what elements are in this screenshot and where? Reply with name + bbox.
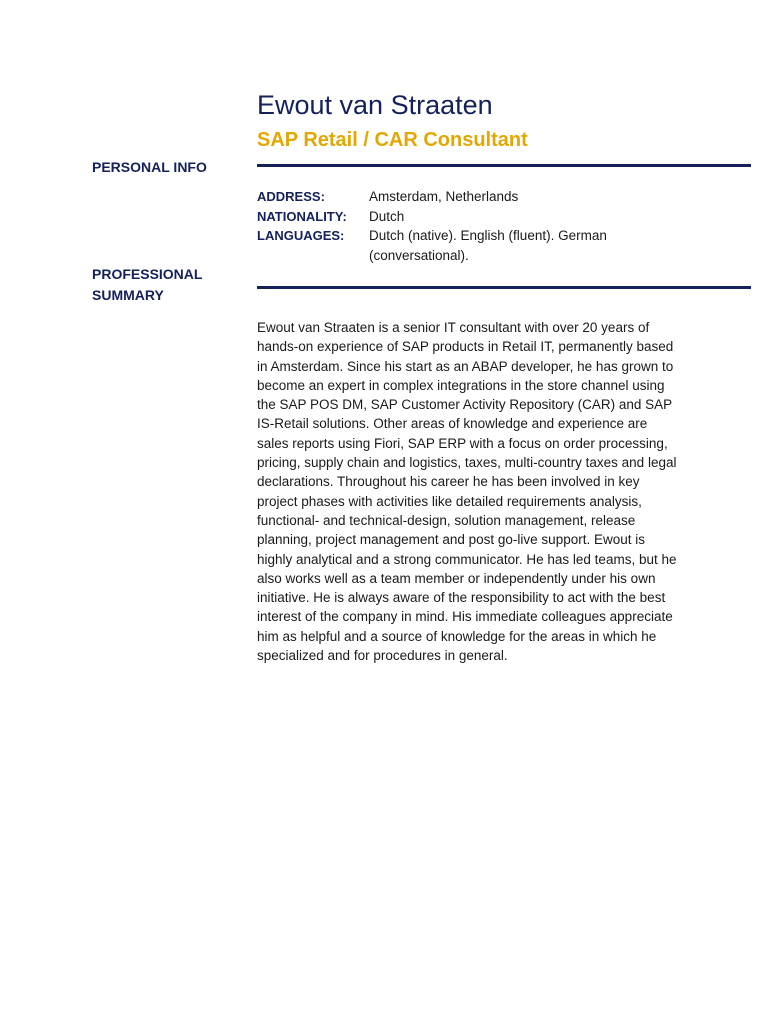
info-value: Dutch (native). English (fluent). German (conversational).: [369, 228, 607, 263]
professional-summary-text: Ewout van Straaten is a senior IT consultant with over 20 years of hands-on experience of SAP products in Retail IT, permanently based in Amsterdam. Since his start as an ABAP developer, he has grown to become an expert in complex integrations in the store channel using the SAP POS DM, SAP Customer Activity Repository (CAR) and SAP IS-Retail solutions. Other areas of knowledge and experience are sales reports using Fiori, SAP ERP with a focus on order processing, pricing, supply chain and logistics, taxes, multi-country taxes and legal declarations. Throughout his career he has been involved in key project phases with activities like detailed requirements analysis, functional- and technical-design, solution management, release planning, project management and post go-live support. Ewout is highly analytical and a strong communicator. He has led teams, but he also works well as a team member or independently under his own initiative. He is always aware of the responsibility to act with the best interest of the company in mind. His immediate colleagues appreciate him as helpful and a source of knowledge for the areas in which he specialized and for procedures in general.: [257, 320, 677, 664]
info-row-languages: [257, 226, 677, 265]
candidate-name: Ewout van Straaten: [257, 90, 493, 120]
personal-info-table: [257, 187, 677, 265]
info-row-address: [257, 187, 677, 207]
info-label: LANGUAGES:: [257, 228, 345, 243]
section-title-professional-summary: PROFESSIONAL SUMMARY: [92, 266, 203, 303]
info-label: ADDRESS:: [257, 189, 325, 204]
candidate-role: SAP Retail / CAR Consultant: [257, 129, 528, 151]
section-divider-summary: [257, 286, 751, 289]
info-value: Amsterdam, Netherlands: [369, 189, 519, 204]
info-value: Dutch: [369, 208, 405, 224]
info-row-nationality: [257, 207, 677, 227]
section-divider-personal: [257, 164, 751, 167]
info-label: NATIONALITY:: [257, 208, 347, 224]
section-title-personal-info: PERSONAL INFO: [92, 159, 207, 175]
